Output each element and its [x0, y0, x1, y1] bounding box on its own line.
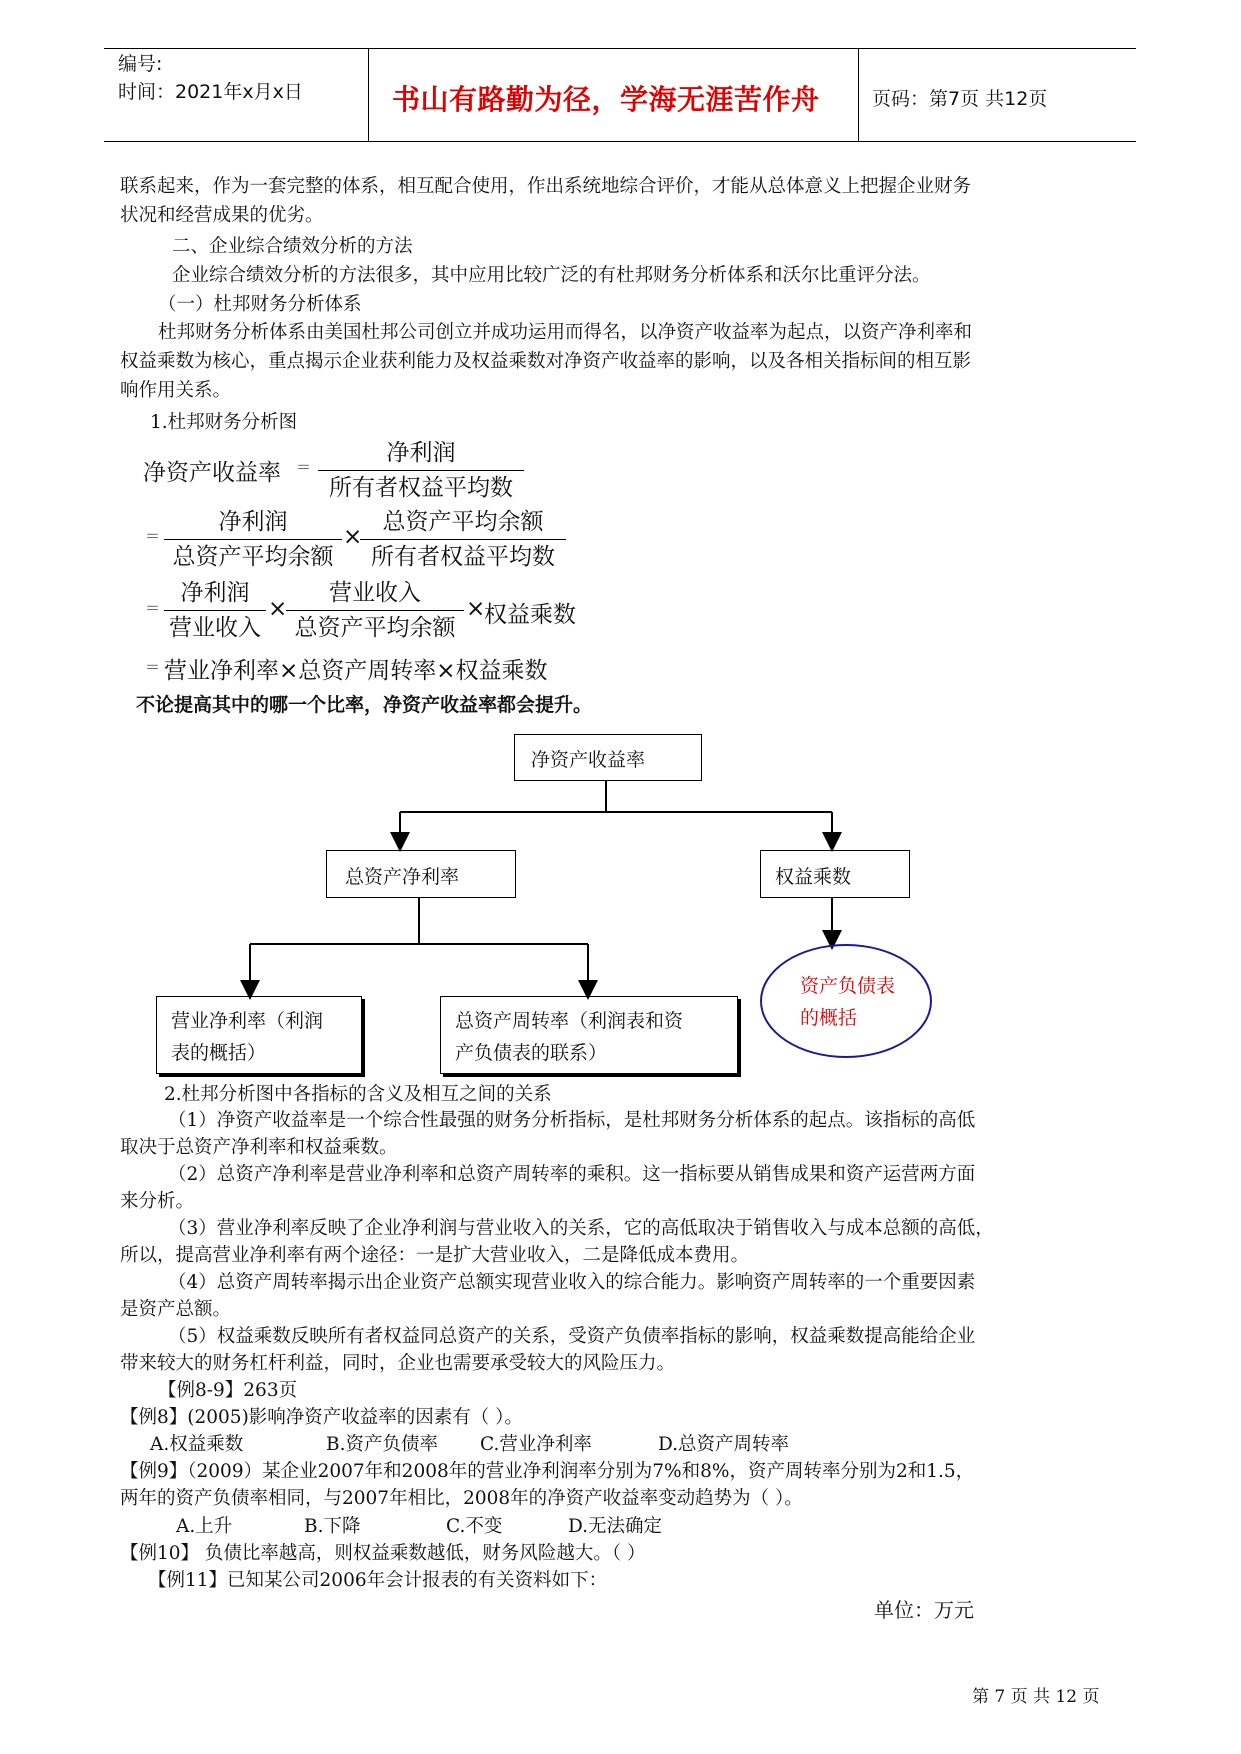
paragraph-line: 企业综合绩效分析的方法很多，其中应用比较广泛的有杜邦财务分析体系和沃尔比重评分法。 [172, 265, 931, 286]
example-8-option-d: D.总资产周转率 [658, 1434, 790, 1455]
paragraph-line: 权益乘数为核心，重点揭示企业获利能力及权益乘数对净资产收益率的影响，以及各相关指标间的相互影 [120, 351, 972, 372]
paragraph-line: （1）净资产收益率是一个综合性最强的财务分析指标，是杜邦财务分析体系的起点。该指标的高低 [168, 1110, 976, 1131]
paragraph-line: （2）总资产净利率是营业净利率和总资产周转率的乘积。这一指标要从销售成果和资产运营两方面 [168, 1164, 976, 1185]
numerator: 净利润 [164, 578, 266, 611]
paragraph-line: 所以，提高营业净利率有两个途径：一是扩大营业收入，二是降低成本费用。 [120, 1245, 750, 1266]
paragraph-line: （3）营业净利率反映了企业净利润与营业收入的关系，它的高低取决于销售收入与成本总额的高低， [168, 1218, 994, 1239]
footer-page-number: 第 7 页 共 12 页 [972, 1687, 1100, 1707]
example-8-option-c: C.营业净利率 [480, 1434, 592, 1455]
numerator: 营业收入 [286, 578, 464, 611]
section-heading: 2.杜邦分析图中各指标的含义及相互之间的关系 [164, 1084, 552, 1105]
node-label: 总资产净利率 [345, 866, 460, 888]
formula-equity-multiplier: 权益乘数 [484, 602, 576, 628]
example-8-question: 【例8】(2005)影响净资产收益率的因素有（ ）。 [120, 1407, 523, 1428]
formula-roe-label: 净资产收益率 [143, 460, 281, 486]
header-motto: 书山有路勤为径，学海无涯苦作舟 [392, 83, 820, 116]
example-9-option-a: A.上升 [176, 1516, 233, 1537]
chart-heading: 1.杜邦财务分析图 [150, 412, 298, 433]
node-label-line1: 总资产周转率（利润表和资 [455, 1010, 684, 1032]
denominator: 营业收入 [169, 615, 261, 641]
paragraph-line: 来分析。 [120, 1191, 195, 1212]
denominator: 所有者权益平均数 [371, 544, 555, 570]
header-page-info: 页码：第7页 共12页 [872, 88, 1048, 110]
times-symbol: × [268, 596, 288, 622]
diagram-node-asset-turnover [440, 996, 738, 1074]
denominator: 总资产平均余额 [294, 615, 456, 641]
conclusion-text: 不论提高其中的哪一个比率，净资产收益率都会提升。 [136, 694, 593, 716]
denominator: 总资产平均余额 [172, 544, 334, 570]
node-label-line1: 营业净利率（利润 [171, 1010, 324, 1032]
paragraph-line: 状况和经营成果的优劣。 [120, 205, 324, 226]
example-9-option-c: C.不变 [446, 1516, 503, 1537]
paragraph-line: （5）权益乘数反映所有者权益同总资产的关系，受资产负债率指标的影响，权益乘数提高能给企业 [168, 1326, 976, 1347]
numerator: 净利润 [164, 507, 342, 540]
ellipse-label-line1: 资产负债表 [800, 975, 896, 997]
node-label: 净资产收益率 [531, 749, 646, 771]
diagram-node-roa [326, 850, 516, 898]
node-label-line2: 产负债表的联系） [455, 1042, 608, 1064]
diagram-node-equity-multiplier [760, 850, 910, 898]
header-time-label: 时间：2021年x月x日 [118, 81, 303, 103]
paragraph-line: 取决于总资产净利率和权益乘数。 [120, 1137, 398, 1158]
approx-symbol: ＝ [145, 527, 160, 545]
node-label-line2: 表的概括） [171, 1042, 267, 1064]
paragraph-line: 是资产总额。 [120, 1299, 232, 1320]
approx-symbol: ＝ [296, 458, 311, 476]
node-label: 权益乘数 [775, 866, 852, 888]
denominator: 所有者权益平均数 [329, 475, 513, 501]
unit-label: 单位：万元 [874, 1598, 974, 1622]
paragraph-line: 带来较大的财务杠杆利益，同时，企业也需要承受较大的风险压力。 [120, 1353, 676, 1374]
paragraph-line: （4）总资产周转率揭示出企业资产总额实现营业收入的综合能力。影响资产周转率的一个重要因素 [168, 1272, 976, 1293]
numerator: 总资产平均余额 [360, 507, 566, 540]
approx-symbol: ＝ [145, 658, 160, 676]
paragraph-line: 响作用关系。 [120, 380, 232, 401]
section-heading: 二、企业综合绩效分析的方法 [172, 236, 413, 257]
numerator: 净利润 [318, 438, 524, 471]
diagram-node-net-margin [156, 996, 362, 1074]
example-8-option-b: B.资产负债率 [326, 1434, 438, 1455]
example-9-line1: 【例9】（2009）某企业2007年和2008年的营业净利润率分别为7%和8%，资产周转率分别为2和1.5， [120, 1461, 975, 1482]
diagram-node-roe [514, 734, 702, 781]
diagram-ellipse-balance-sheet [760, 944, 932, 1058]
example-8-option-a: A.权益乘数 [150, 1434, 244, 1455]
example-9-option-d: D.无法确定 [568, 1516, 663, 1537]
paragraph-line: 联系起来，作为一套完整的体系，相互配合使用，作出系统地综合评价，才能从总体意义上把握企业财务 [120, 176, 972, 197]
example-9-line2: 两年的资产负债率相同，与2007年相比，2008年的净资产收益率变动趋势为（ ）。 [120, 1488, 803, 1509]
paragraph-line: 杜邦财务分析体系由美国杜邦公司创立并成功运用而得名，以净资产收益率为起点，以资产净利率和 [158, 322, 973, 343]
example-10: 【例10】 负债比率越高，则权益乘数越低，财务风险越大。（ ） [120, 1543, 646, 1564]
ellipse-label-line2: 的概括 [800, 1007, 858, 1029]
header-number-label: 编号: [118, 53, 163, 75]
example-reference: 【例8-9】263页 [158, 1380, 298, 1401]
times-symbol: × [466, 596, 486, 622]
approx-symbol: ＝ [145, 599, 160, 617]
example-11: 【例11】已知某公司2006年会计报表的有关资料如下： [148, 1570, 608, 1591]
subsection-heading: （一）杜邦财务分析体系 [158, 294, 362, 315]
formula-final-product: 营业净利率×总资产周转率×权益乘数 [164, 658, 548, 684]
example-9-option-b: B.下降 [304, 1516, 361, 1537]
times-symbol: × [343, 524, 363, 550]
